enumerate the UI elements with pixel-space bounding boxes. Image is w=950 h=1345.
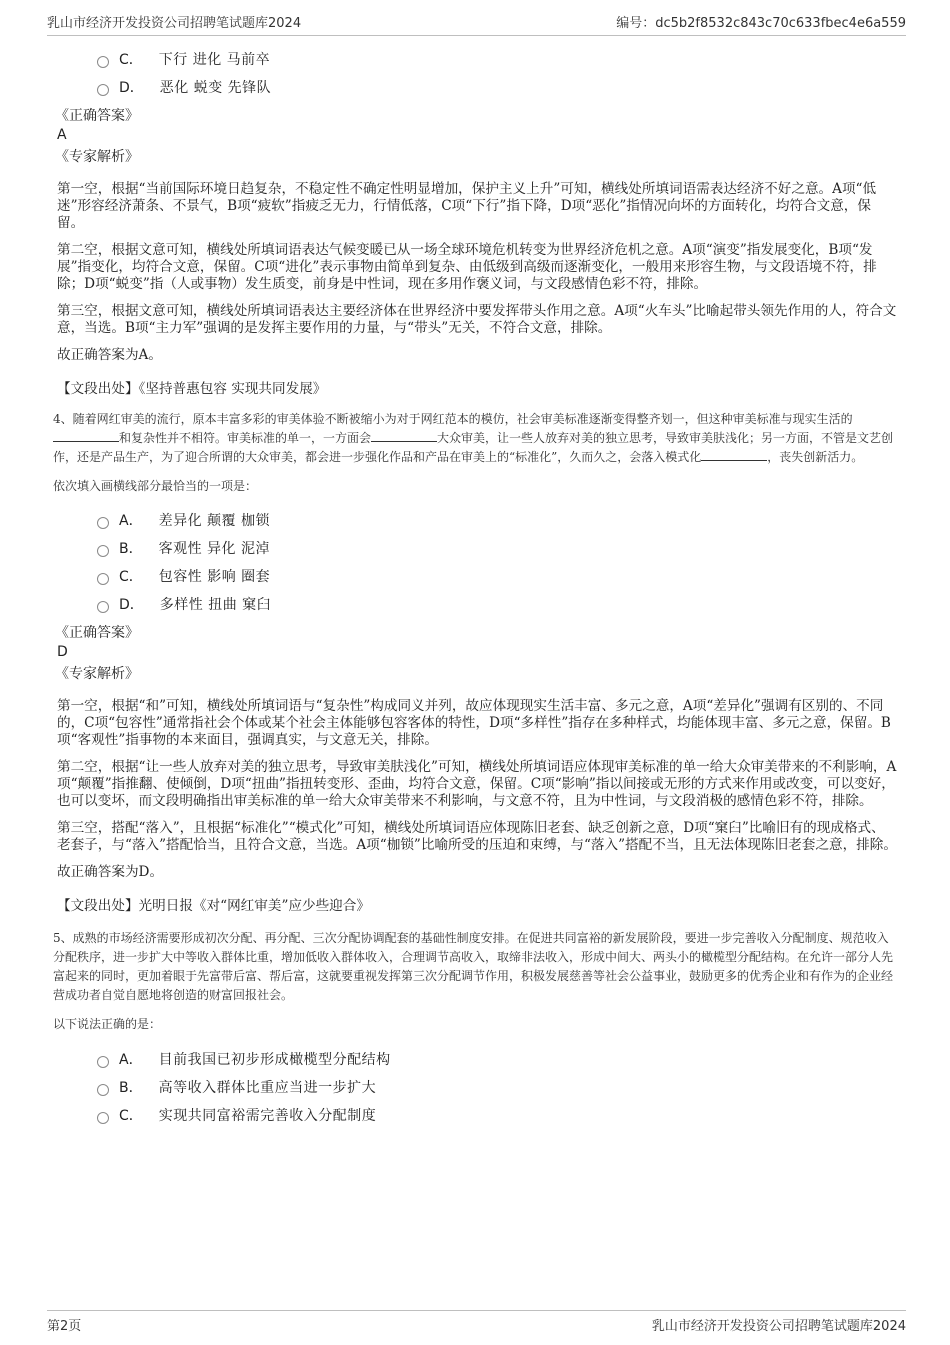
question-prompt: 依次填入画横线部分最恰当的一项是： bbox=[53, 479, 258, 493]
radio-icon[interactable] bbox=[97, 1084, 109, 1096]
answer-label: 《正确答案》 bbox=[55, 108, 139, 124]
radio-icon[interactable] bbox=[97, 1112, 109, 1124]
source-citation: 【文段出处】光明日报《对“网红审美”应少些迎合》 bbox=[57, 898, 370, 914]
page-content bbox=[53, 45, 897, 1129]
analysis-conclusion: 故正确答案为A。 bbox=[57, 347, 162, 363]
radio-icon[interactable] bbox=[97, 517, 109, 529]
radio-icon[interactable] bbox=[97, 573, 109, 585]
question-stem: 4、随着网红审美的流行，原本丰富多彩的审美体验不断被缩小为对于网红范本的模仿，社会审美标准逐渐变得整齐划一，但这种审美标准与现实生活的和复杂性并不相符。审美标准的单一，一方面会 大众审美，让一些人放弃对美的独立思考，导致审美肤浅化；另一方面，不管是文艺创作，还是产品生产，为了迎合所谓的大众审美，都会进一步强化作品和产品在审美上的“标准化”，久而久之，会落入模式化 ，丧失创新活力。 bbox=[53, 412, 894, 464]
analysis-paragraph: 第一空，根据“和”可知，横线处所填词语与“复杂性”构成同义并列，故应体现现实生活丰富、多元之意，A项“差异化”强调有区别的、不同的，C项“包容性”通常指社会个体或某个社会主体能够包容客体的特性，D项“多样性”指存在多种样式，均能体现丰富、多元之意，保留。B项“客观性”指事物的本来面目，强调真实，与文意无关，排除。 bbox=[57, 698, 891, 748]
blank-line bbox=[701, 449, 767, 461]
radio-icon[interactable] bbox=[97, 1056, 109, 1068]
correct-answer: D bbox=[57, 644, 68, 660]
footer-title: 乳山市经济开发投资公司招聘笔试题库2024 bbox=[651, 1319, 906, 1334]
page-number: 第2页 bbox=[47, 1319, 82, 1334]
blank-line bbox=[371, 430, 437, 442]
q3-options bbox=[57, 45, 897, 101]
analysis-paragraph: 第二空，根据文意可知，横线处所填词语表达气候变暖已从一场全球环境危机转变为世界经济危机之意。A项“演变”指发展变化，B项“发展”指变化，均符合文意，保留。C项“进化”表示事物由简单到复杂、由低级到高级而逐渐变化，一般用来形容生物，与文段语境不符，排除；D项“蜕变”指（人或事物）发生质变，前身是中性词，现在多用作褒义词，与文段感情色彩不符，排除。 bbox=[57, 242, 877, 292]
page-footer bbox=[47, 1310, 906, 1334]
option-d[interactable]: D． 多样性 扭曲 窠臼 bbox=[57, 590, 897, 618]
correct-answer: A bbox=[57, 127, 67, 143]
radio-icon[interactable] bbox=[97, 84, 109, 96]
radio-icon[interactable] bbox=[97, 545, 109, 557]
header-title: 乳山市经济开发投资公司招聘笔试题库2024 bbox=[47, 16, 302, 31]
radio-icon[interactable] bbox=[97, 56, 109, 68]
analysis-paragraph: 第二空，根据“让一些人放弃对美的独立思考，导致审美肤浅化”可知，横线处所填词语应体现审美标准的单一给大众审美带来的不利影响，A项“颠覆”指推翻、使倾倒，D项“扭曲”指扭转变形、歪曲，均符合文意，保留。C项“影响”指以间接或无形的方式来作用或改变，可以变好，也可以变坏，而文段明确指出审美标准的单一给大众审美带来不利影响，与文意不符，且为中性词，与文段消极的感情色彩不符，排除。 bbox=[57, 759, 897, 809]
answer-label: 《正确答案》 bbox=[55, 625, 139, 641]
question-prompt: 以下说法正确的是： bbox=[53, 1017, 162, 1031]
question-stem: 5、成熟的市场经济需要形成初次分配、再分配、三次分配协调配套的基础性制度安排。在促进共同富裕的新发展阶段，要进一步完善收入分配制度、规范收入分配秩序，进一步扩大中等收入群体比重，增加低收入群体收入，合理调节高收入，取缔非法收入，形成中间大、两头小的橄榄型分配结构。在允许一部分人先富起来的同时，更加着眼于先富带后富、帮后富，这就要重视发挥第三次分配调节作用，积极发展慈善等社会公益事业，鼓励更多的优秀企业和有作为的企业经营成功者自觉自愿地将创造的财富回报社会。 bbox=[53, 931, 894, 1002]
option-a[interactable]: A． 目前我国已初步形成橄榄型分配结构 bbox=[57, 1045, 897, 1073]
document-code: 编号：dc5b2f8532c843c70c633fbec4e6a559 bbox=[616, 16, 906, 31]
option-a[interactable]: A． 差异化 颠覆 枷锁 bbox=[57, 506, 897, 534]
option-b[interactable]: B． 高等收入群体比重应当进一步扩大 bbox=[57, 1073, 897, 1101]
analysis-paragraph: 第一空，根据“当前国际环境日趋复杂，不稳定性不确定性明显增加，保护主义上升”可知，横线处所填词语需表达经济不好之意。A项“低迷”形容经济萧条、不景气，B项“疲软”指疲乏无力，行情低落，C项“下行”指下降，D项“恶化”指情况向坏的方面转化，均符合文意，保留。 bbox=[57, 181, 877, 231]
source-citation: 【文段出处】《坚持普惠包容 实现共同发展》 bbox=[57, 381, 327, 397]
analysis-label: 《专家解析》 bbox=[55, 666, 139, 682]
option-d[interactable]: D． 恶化 蜕变 先锋队 bbox=[57, 73, 897, 101]
analysis-paragraph: 第三空，根据文意可知，横线处所填词语表达主要经济体在世界经济中要发挥带头作用之意。A项“火车头”比喻起带头领先作用的人，符合文意，当选。B项“主力军”强调的是发挥主要作用的力量，与“带头”无关，不符合文意，排除。 bbox=[57, 303, 897, 336]
analysis-paragraph: 第三空，搭配“落入”，且根据“标准化”“模式化”可知，横线处所填词语应体现陈旧老套、缺乏创新之意，D项“窠臼”比喻旧有的现成格式、老套子，与“落入”搭配恰当，且符合文意，当选。A项“枷锁”比喻所受的压迫和束缚，与“落入”搭配不当，且无法体现陈旧老套之意，排除。 bbox=[57, 820, 897, 853]
page-header bbox=[47, 12, 906, 36]
blank-line bbox=[53, 430, 119, 442]
option-c[interactable]: C． 实现共同富裕需完善收入分配制度 bbox=[57, 1101, 897, 1129]
option-b[interactable]: B． 客观性 异化 泥淖 bbox=[57, 534, 897, 562]
q5-options bbox=[57, 1045, 897, 1129]
analysis-label: 《专家解析》 bbox=[55, 149, 139, 165]
analysis-conclusion: 故正确答案为D。 bbox=[57, 864, 164, 880]
option-c[interactable]: C． 包容性 影响 圈套 bbox=[57, 562, 897, 590]
radio-icon[interactable] bbox=[97, 601, 109, 613]
option-c[interactable]: C． 下行 进化 马前卒 bbox=[57, 45, 897, 73]
q4-options bbox=[57, 506, 897, 618]
